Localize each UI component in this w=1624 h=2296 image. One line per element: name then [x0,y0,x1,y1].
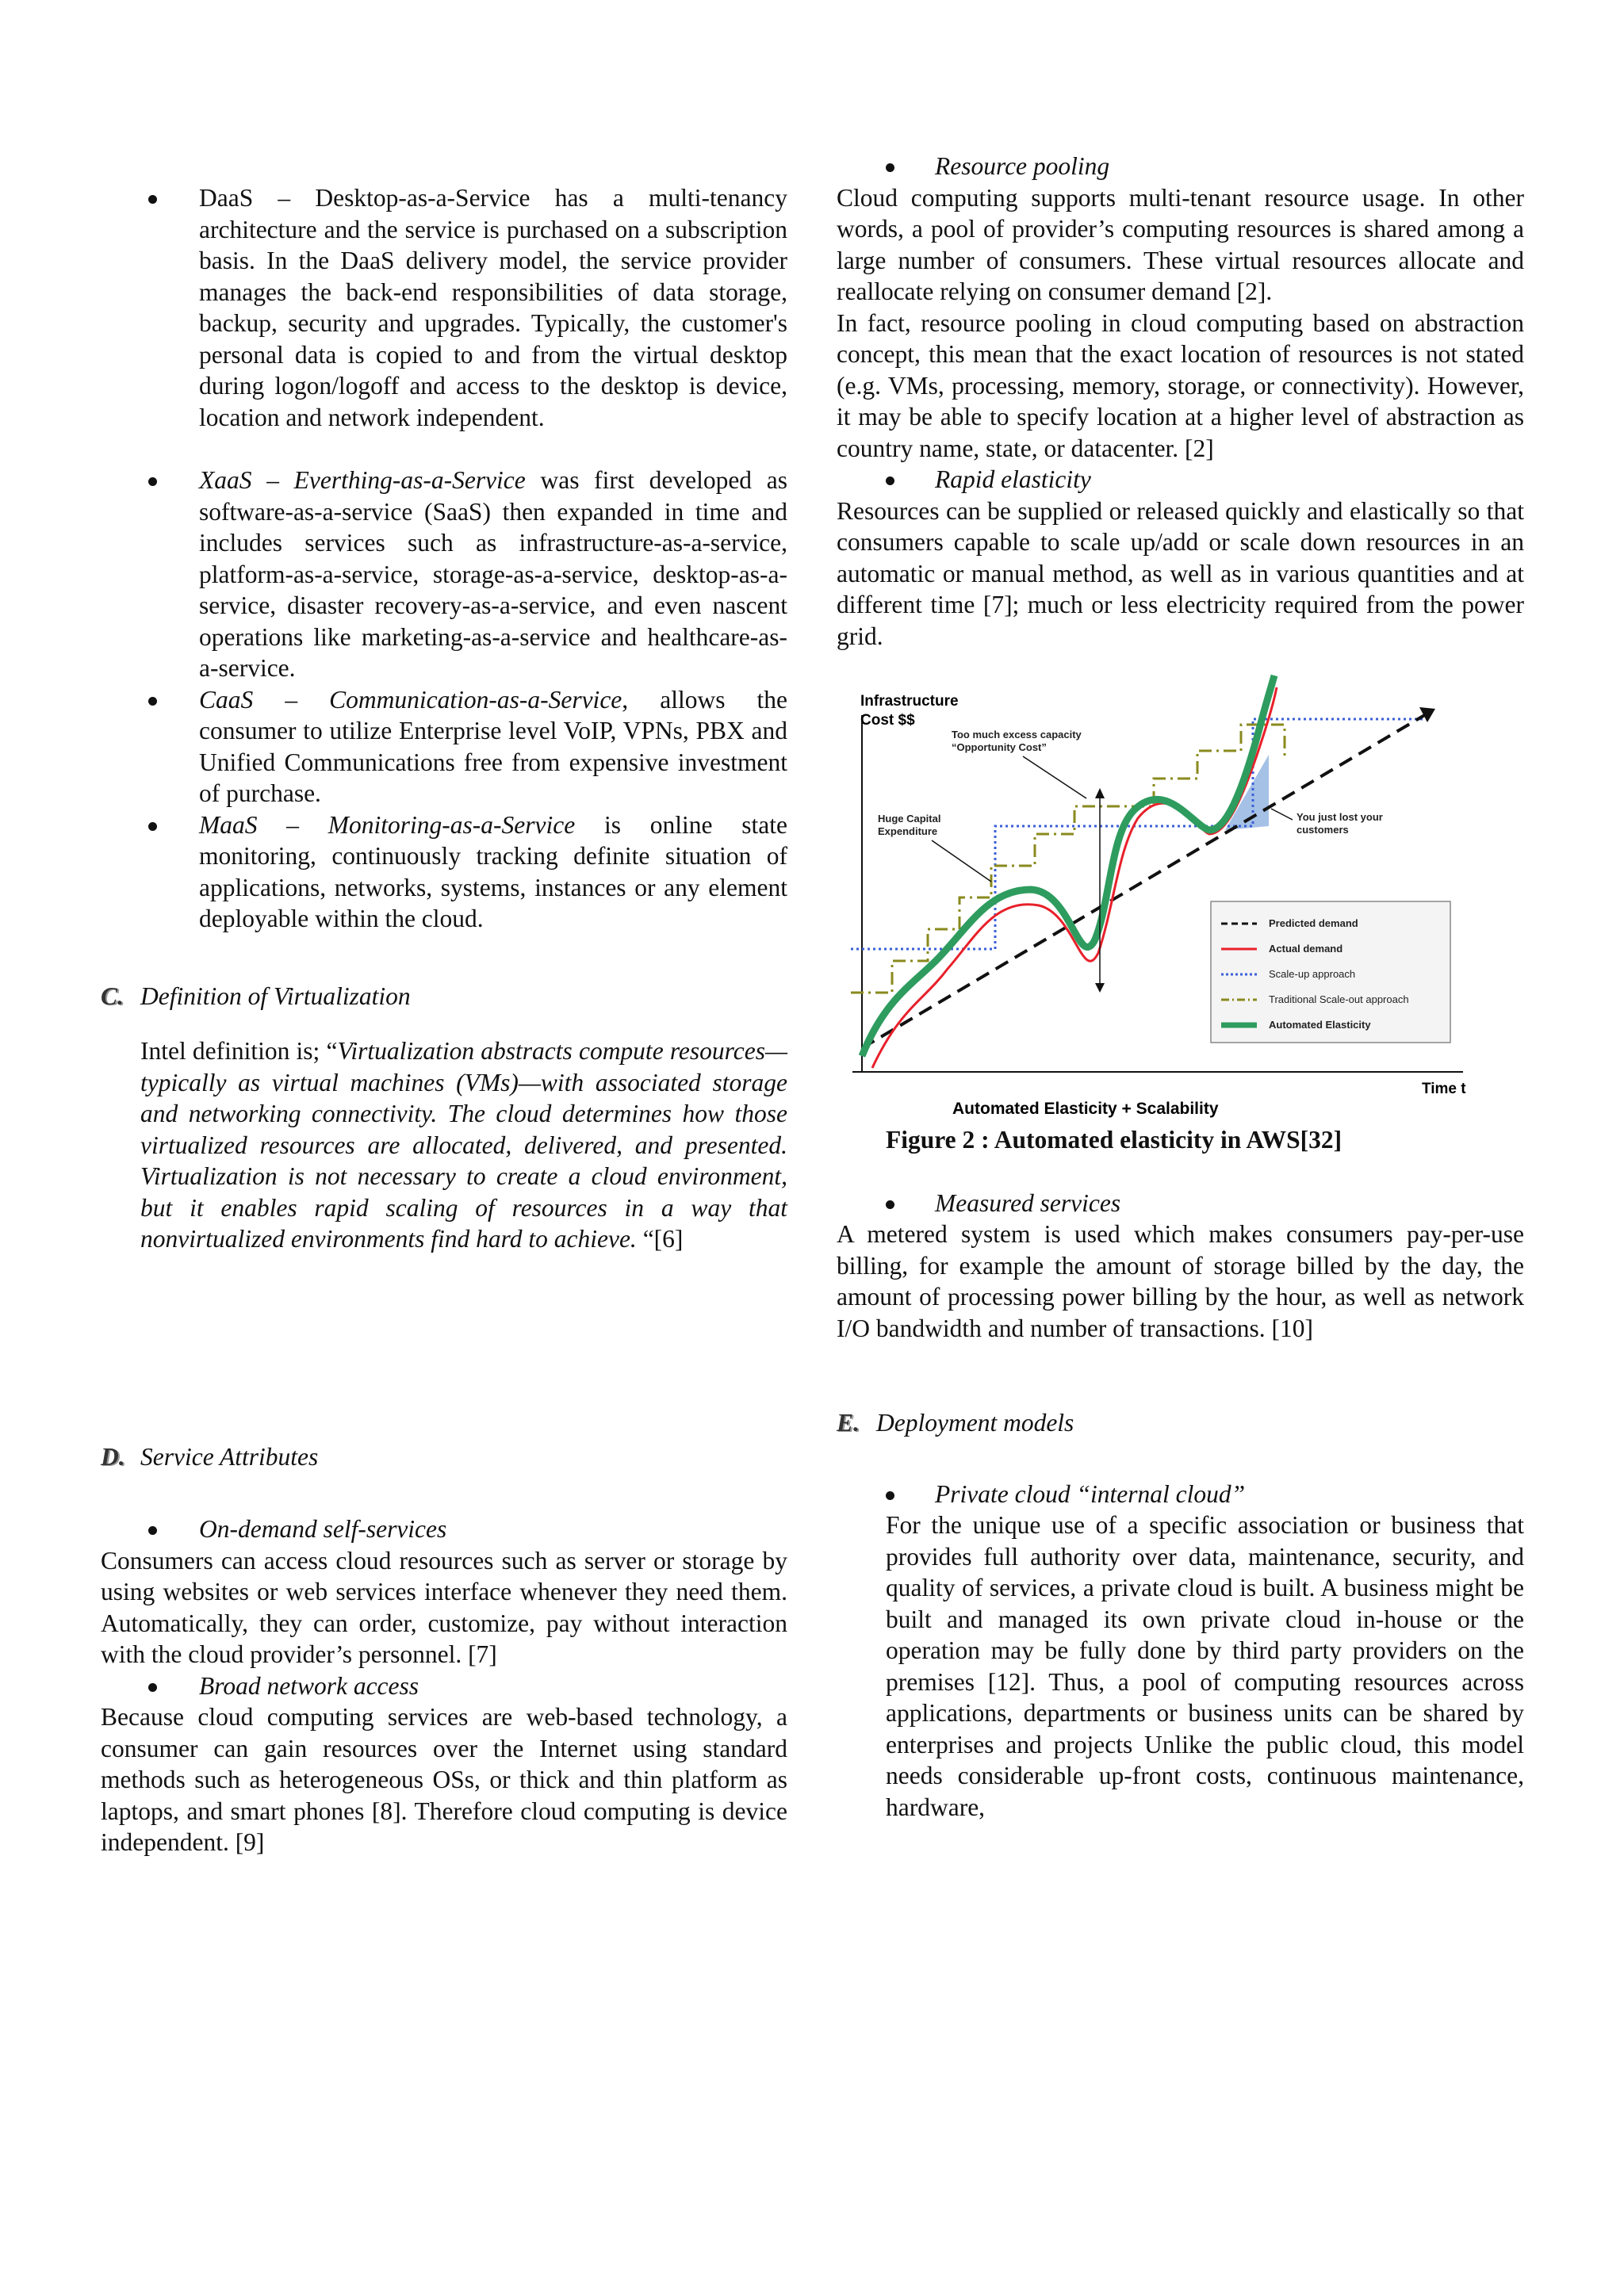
annotation-excess-pointer [1023,756,1086,798]
maas-title: MaaS – Monitoring-as-a-Service [199,810,576,839]
broad-text: Because cloud computing services are web-based technology, a consumer can gain resources over the Internet using standard methods such as heterogeneous OSs, or thick and thin platform as laptops, and smart phones [8]. Therefore cloud computing is device independent. [9] [101,1703,787,1856]
caas-text: , allows the consumer to utilize Enterprise level VoIP, VPNs, PBX and Unified Communications free from expensive investment of purchase. [199,685,787,807]
ondemand-text: Consumers can access cloud resources such as server or storage by using websites or web services interface whenever they need them. Automatically, they can order, customize, pay without interaction with the cloud provider’s personnel. [7] [101,1546,787,1668]
section-heading-e [837,1407,1524,1439]
list-item-caas [101,684,787,809]
section-letter: C. [101,982,124,1010]
y-axis-label-line1: Infrastructure [860,693,959,710]
elasticity-title: Rapid elasticity [935,465,1091,493]
y-axis-label-line2: Cost $$ [860,712,915,729]
annotation-excess-line1: Too much excess capacity [952,729,1082,740]
section-letter: D. [101,1442,125,1471]
list-item-measured [837,1188,1524,1219]
elasticity-text: Resources can be supplied or released quickly and elastically so that consumers capable to scale up/add or scale down resources in an automatic or manual method, as well as in various quantities and at different time [7]; much or less electricity required from the power grid. [837,496,1524,650]
chart-legend [1211,901,1450,1043]
xaas-text: was first developed as software-as-a-service (SaaS) then expanded in time and includes services such as infrastructure-as-a-service, platform-as-a-service, storage-as-a-service, desktop-as-a-service, disaster recovery-as-a-service, and even nascent operations like marketing-as-a-service and healthcare-as-a-service. [199,466,787,682]
section-heading-c [101,981,787,1012]
annotation-lost-line2: customers [1297,824,1349,836]
elasticity-chart [837,668,1519,1119]
caas-title: CaaS – Communication-as-a-Service [199,685,622,714]
list-item-broad [101,1670,787,1702]
section-letter: E. [837,1409,860,1437]
section-title: Deployment models [876,1409,1074,1437]
maas-text: is online state monitoring, continuously tracking definite situation of applications, networks, systems, instances or any element deployable within the cloud. [199,810,787,932]
private-title: Private cloud “internal cloud” [935,1479,1246,1508]
pooling-text-2: In fact, resource pooling in cloud computing based on abstraction concept, this mean that the exact location of resources is not stated (e.g. VMs, processing, memory, storage, or connectivity). However, it may be able to specify location at a higher level of abstraction as country name, state, or datacenter. [2] [837,308,1524,462]
pooling-text-1: Cloud computing supports multi-tenant resource usage. In other words, a pool of provider’s computing resources is shared among a large number of consumers. These virtual resources allocate and reallocate relying on consumer demand [2]. [837,183,1524,305]
section-title: Service Attributes [140,1442,319,1471]
xaas-title: XaaS – Everthing-as-a-Service [199,466,526,494]
section-heading-d [101,1441,787,1473]
pooling-title: Resource pooling [935,152,1110,180]
figure-caption: Figure 2 : Automated elasticity in AWS[32] [886,1126,1342,1154]
x-axis-label: Time t [1422,1081,1466,1097]
legend-label-scaleup: Scale-up approach [1269,968,1356,980]
chart-title: Automated Elasticity + Scalability [952,1100,1219,1118]
legend-label-elastic: Automated Elasticity [1269,1019,1371,1031]
annotation-excess-line2: “Opportunity Cost” [952,741,1047,753]
list-item-private [837,1479,1524,1510]
section-title: Definition of Virtualization [140,982,411,1010]
list-item-maas [101,809,787,935]
annotation-capital-line1: Huge Capital [878,813,941,825]
definition-outro: “[6] [636,1225,684,1253]
annotation-lost-pointer [1271,809,1293,820]
annotation-capital-line2: Expenditure [878,825,938,837]
broad-title: Broad network access [199,1671,419,1700]
private-text: For the unique use of a specific association or business that provides full authority over data, maintenance, security, and quality of services, a private cloud is built. A business might be built and managed its own private cloud in-house or the operation may be fully done by third party providers on the premises [12]. Thus, a pool of computing resources across applications, departments or business units can be shared by enterprises and projects Unlike the public cloud, this model needs considerable up-front costs, continuous maintenance, hardware, [886,1511,1524,1821]
measured-text: A metered system is used which makes consumers pay-per-use billing, for example the amount of storage billed by the day, the amount of processing power billing by the hour, as well as network I/O bandwidth and number of transactions. [10] [837,1220,1524,1342]
annotation-lost-line1: You just lost your [1297,811,1383,823]
legend-label-actual: Actual demand [1269,943,1343,955]
left-column [101,151,787,1858]
daas-text: DaaS – Desktop-as-a-Service has a multi-tenancy architecture and the service is purchased on a subscription basis. In the DaaS delivery model, the service provider manages the back-end responsibilities of data storage, backup, security and upgrades. Typically, the customer's personal data is copied to and from the virtual desktop during logon/logoff and access to the desktop is device, location and network independent. [199,184,787,431]
list-item-elasticity [837,464,1524,496]
virtualization-definition [140,1035,787,1255]
definition-quote: Virtualization abstracts compute resources—typically as virtual machines (VMs)—with associated storage and networking connectivity. The cloud determines how those virtualized resources are allocated, delivered, and presented. Virtualization is not necessary to create a cloud environment, but it enables rapid scaling of resources in a way that nonvirtualized environments find hard to achieve. [140,1037,787,1253]
measured-title: Measured services [935,1188,1121,1217]
right-column [837,151,1524,1823]
list-item-pooling [837,151,1524,182]
annotation-capital-pointer [932,840,991,882]
arrow-up-icon [1095,788,1105,798]
arrow-down-icon [1095,983,1105,993]
definition-intro: Intel definition is; “ [140,1037,338,1065]
ondemand-title: On-demand self-services [199,1515,447,1543]
list-item-xaas [101,465,787,684]
figure-automated-elasticity [837,668,1519,1119]
list-item-ondemand [101,1513,787,1545]
list-item-daas [101,182,787,433]
legend-label-scaleout: Traditional Scale-out approach [1269,993,1409,1005]
legend-label-predicted: Predicted demand [1269,917,1358,929]
